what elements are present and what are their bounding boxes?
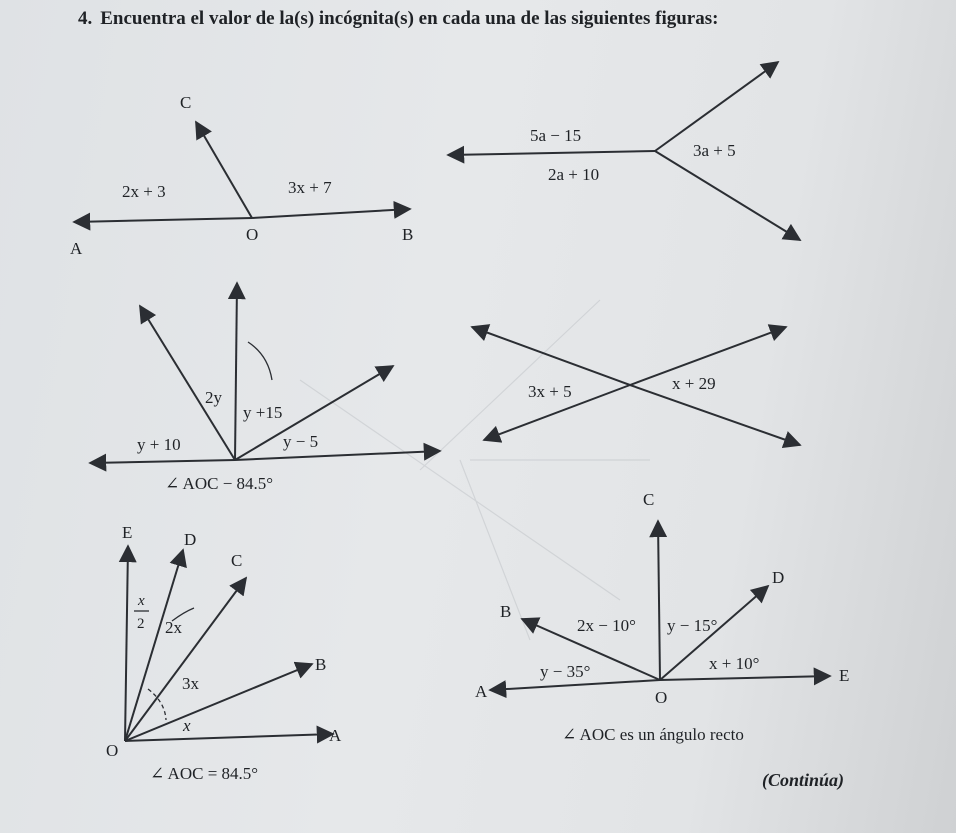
- angle-label-y-plus-10: y + 10: [137, 435, 181, 454]
- angle-label-bottom-left: 2a + 10: [548, 165, 600, 184]
- angle-label-left: 2x + 3: [122, 182, 166, 201]
- continua-label: (Continúa): [762, 770, 845, 790]
- angle-label-top-left: 5a − 15: [530, 126, 582, 145]
- angle-label-right: 3x + 7: [288, 178, 332, 197]
- angle-label-y-plus-15: y +15: [243, 403, 283, 422]
- angle-label-y-minus-15: y − 15°: [667, 616, 718, 635]
- line1-end-b: [630, 385, 800, 445]
- show-through-lines: [300, 300, 650, 640]
- point-b-label: B: [315, 655, 327, 674]
- angle-label-y-minus-5: y − 5: [283, 432, 319, 451]
- point-a-label: A: [329, 726, 342, 745]
- ray-oe: [125, 546, 128, 741]
- angle-label-x-plus-10: x + 10°: [709, 654, 760, 673]
- figure-caption: ∠ AOC − 84.5°: [165, 474, 274, 493]
- ray-upper-right: [655, 62, 778, 151]
- angle-label-y-minus-35: y − 35°: [540, 662, 591, 681]
- point-o-label: O: [106, 741, 119, 760]
- point-o-label: O: [655, 688, 668, 707]
- point-d-label: D: [772, 568, 785, 587]
- figure-1: [70, 93, 413, 258]
- point-c-label: C: [180, 93, 192, 112]
- ray-oa: [490, 680, 660, 690]
- line1-end-a: [472, 327, 630, 385]
- ray-up: [235, 283, 237, 460]
- angle-label-right: 3a + 5: [693, 141, 736, 160]
- ray-left: [90, 460, 235, 463]
- point-a-label: A: [475, 682, 488, 701]
- angle-label-3x: 3x: [182, 674, 199, 693]
- ray-left: [448, 151, 655, 155]
- angle-label-x-over-2-num: x: [138, 593, 145, 609]
- ray-oa: [125, 734, 333, 741]
- figure-5: [106, 523, 342, 783]
- figure-4: [472, 327, 800, 445]
- dashed-arc: [148, 689, 166, 720]
- angle-label-2y: 2y: [205, 388, 222, 407]
- angle-label-2x-minus-10: 2x − 10°: [577, 616, 636, 635]
- point-a-label: A: [70, 239, 83, 258]
- figure-caption: ∠ AOC es un ángulo recto: [562, 725, 744, 744]
- ray-od: [125, 550, 183, 741]
- ray-lower-right: [655, 151, 800, 240]
- problem-instruction: Encuentra el valor de la(s) incógnita(s) en cada una de las siguientes figuras:: [100, 8, 719, 29]
- angle-label-left: 3x + 5: [528, 382, 572, 401]
- point-c-label: C: [643, 490, 655, 509]
- point-e-label: E: [839, 666, 850, 685]
- angle-label-x: x: [183, 716, 191, 735]
- figure-caption: ∠ AOC = 84.5°: [150, 764, 259, 783]
- pencil-arc: [248, 342, 272, 380]
- ray-oc: [196, 122, 252, 218]
- point-o-label: O: [246, 225, 259, 244]
- point-d-label: D: [184, 530, 197, 549]
- point-b-label: B: [500, 602, 512, 621]
- ray-ob: [252, 209, 410, 218]
- angle-label-2x: 2x: [165, 618, 182, 637]
- ray-oc: [658, 521, 660, 680]
- point-c-label: C: [231, 551, 243, 570]
- point-e-label: E: [122, 523, 133, 542]
- figure-6: [475, 490, 849, 744]
- angle-label-right: x + 29: [672, 374, 716, 393]
- ray-oe: [660, 676, 830, 680]
- figure-2: [448, 62, 800, 240]
- angle-label-x-over-2-den: 2: [137, 616, 145, 632]
- problem-number: 4.: [78, 8, 93, 29]
- figure-3: [90, 283, 440, 493]
- point-b-label: B: [402, 225, 414, 244]
- ray-oa: [74, 218, 252, 222]
